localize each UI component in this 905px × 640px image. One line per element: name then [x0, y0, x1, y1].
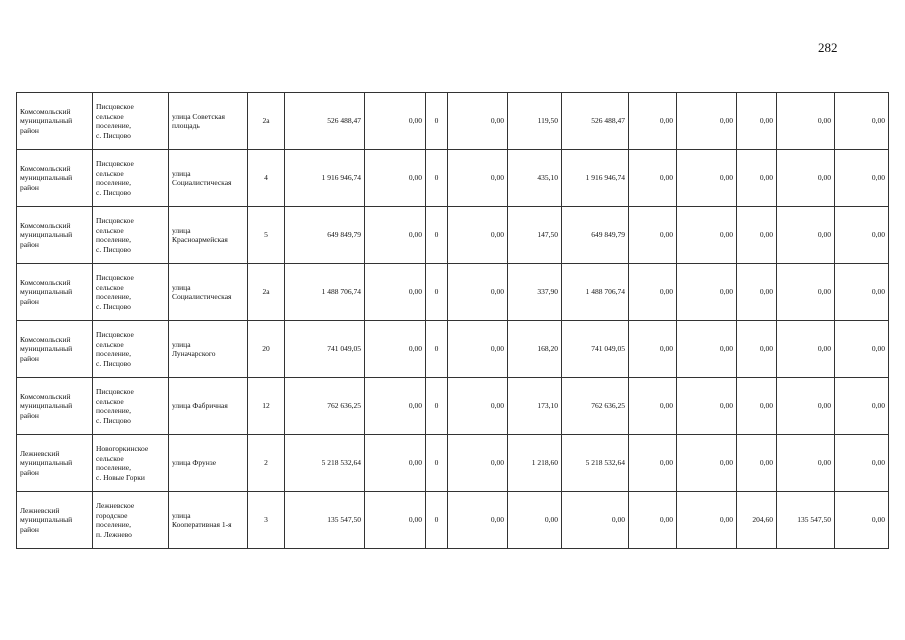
settlement-line: Писцовское: [96, 216, 134, 225]
value-cell: 0,00: [629, 378, 677, 435]
value-cell: 0,00: [365, 321, 426, 378]
district-line: Комсомольский: [20, 220, 71, 230]
district-line: район: [20, 353, 39, 363]
settlement-line: Писцовское: [96, 273, 134, 282]
settlement-line: Новогоркинское: [96, 444, 149, 453]
value-cell: 0,00: [737, 378, 777, 435]
district-line: Комсомольский: [20, 334, 71, 344]
value-cell: 0,00: [737, 150, 777, 207]
table-row: [17, 378, 889, 435]
house-number-cell: 5: [248, 207, 285, 264]
settlement-line: с. Писцово: [96, 301, 131, 311]
value-cell: 0,00: [448, 150, 508, 207]
settlement-line: поселение,: [96, 292, 132, 301]
street-cell: [169, 264, 248, 321]
street-cell: [169, 93, 248, 150]
settlement-cell: [93, 492, 169, 549]
total-cost-cell: 1 488 706,74: [285, 264, 365, 321]
page-number: 282: [818, 40, 838, 55]
settlement-line: поселение,: [96, 406, 132, 415]
settlement-line: Писцовское: [96, 387, 134, 396]
area-cell: 0,00: [508, 492, 562, 549]
value-cell: 0,00: [835, 435, 889, 492]
value-cell: 0,00: [365, 207, 426, 264]
house-number-cell: 12: [248, 378, 285, 435]
settlement-line: Лежневское: [96, 501, 135, 510]
amount-cell: 1 488 706,74: [562, 264, 629, 321]
area-cell: 168,20: [508, 321, 562, 378]
value-cell: 0,00: [629, 435, 677, 492]
house-number-cell: 2а: [248, 264, 285, 321]
settlement-line: Писцовское: [96, 330, 134, 339]
value-cell: 0,00: [835, 492, 889, 549]
street-cell: [169, 378, 248, 435]
district-line: муниципальный: [20, 401, 73, 411]
value-cell: 0,00: [677, 207, 737, 264]
value-cell: 0,00: [629, 264, 677, 321]
settlement-line: с. Писцово: [96, 244, 131, 254]
amount-cell: 1 916 946,74: [562, 150, 629, 207]
street-line: площадь: [172, 121, 200, 130]
district-line: муниципальный: [20, 515, 73, 525]
table-row: [17, 93, 889, 150]
value-cell: 204,60: [737, 492, 777, 549]
value-cell: 135 547,50: [777, 492, 835, 549]
value-cell: 0,00: [448, 93, 508, 150]
settlement-line: с. Писцово: [96, 358, 131, 368]
value-cell: 0,00: [737, 207, 777, 264]
street-line: улица: [172, 168, 191, 178]
street-cell: [169, 435, 248, 492]
settlement-line: с. Писцово: [96, 130, 131, 140]
house-number-cell: 4: [248, 150, 285, 207]
total-cost-cell: 526 488,47: [285, 93, 365, 150]
settlement-line: Писцовское: [96, 102, 134, 111]
street-line: улица Фрунзе: [172, 458, 217, 468]
value-cell: 0,00: [677, 378, 737, 435]
value-cell: 0,00: [365, 93, 426, 150]
street-line: Луначарского: [172, 349, 216, 358]
street-line: Социалистическая: [172, 292, 232, 301]
area-cell: 337,90: [508, 264, 562, 321]
street-cell: [169, 321, 248, 378]
settlement-line: поселение,: [96, 178, 132, 187]
count-cell: 0: [426, 321, 448, 378]
settlement-line: городское: [96, 510, 128, 520]
district-cell: [17, 321, 93, 378]
value-cell: 0,00: [835, 93, 889, 150]
value-cell: 0,00: [448, 435, 508, 492]
district-line: Комсомольский: [20, 106, 71, 116]
settlement-line: сельское: [96, 339, 124, 349]
street-line: улица: [172, 510, 191, 520]
settlement-cell: [93, 207, 169, 264]
value-cell: 0,00: [677, 321, 737, 378]
district-line: Лежневский: [20, 505, 60, 515]
value-cell: 0,00: [677, 435, 737, 492]
table-row: [17, 435, 889, 492]
count-cell: 0: [426, 207, 448, 264]
amount-cell: 0,00: [562, 492, 629, 549]
street-line: улица: [172, 225, 191, 235]
value-cell: 0,00: [835, 321, 889, 378]
street-line: улица Советская: [172, 111, 225, 121]
value-cell: 0,00: [629, 150, 677, 207]
district-line: муниципальный: [20, 173, 73, 183]
area-cell: 147,50: [508, 207, 562, 264]
district-line: район: [20, 239, 39, 249]
settlement-line: сельское: [96, 168, 124, 178]
district-line: муниципальный: [20, 458, 73, 468]
settlement-cell: [93, 435, 169, 492]
value-cell: 0,00: [777, 93, 835, 150]
settlement-cell: [93, 264, 169, 321]
total-cost-cell: 135 547,50: [285, 492, 365, 549]
area-cell: 435,10: [508, 150, 562, 207]
value-cell: 0,00: [448, 321, 508, 378]
settlement-line: Писцовское: [96, 159, 134, 168]
street-cell: [169, 207, 248, 264]
settlement-line: сельское: [96, 396, 124, 406]
value-cell: 0,00: [777, 150, 835, 207]
value-cell: 0,00: [677, 264, 737, 321]
street-line: Социалистическая: [172, 178, 232, 187]
area-cell: 173,10: [508, 378, 562, 435]
housing-register-table: [16, 92, 889, 549]
street-cell: [169, 492, 248, 549]
value-cell: 0,00: [365, 492, 426, 549]
district-cell: [17, 378, 93, 435]
district-cell: [17, 93, 93, 150]
area-cell: 119,50: [508, 93, 562, 150]
table-row: [17, 207, 889, 264]
settlement-line: поселение,: [96, 235, 132, 244]
settlement-line: сельское: [96, 225, 124, 235]
value-cell: 0,00: [365, 435, 426, 492]
value-cell: 0,00: [777, 207, 835, 264]
district-line: муниципальный: [20, 230, 73, 240]
district-line: район: [20, 125, 39, 135]
total-cost-cell: 762 636,25: [285, 378, 365, 435]
value-cell: 0,00: [835, 264, 889, 321]
settlement-cell: [93, 150, 169, 207]
settlement-line: п. Лежнево: [96, 529, 132, 539]
value-cell: 0,00: [629, 93, 677, 150]
district-cell: [17, 150, 93, 207]
district-line: муниципальный: [20, 116, 73, 126]
settlement-cell: [93, 321, 169, 378]
settlement-line: сельское: [96, 453, 124, 463]
value-cell: 0,00: [448, 207, 508, 264]
table-row: [17, 321, 889, 378]
district-cell: [17, 435, 93, 492]
district-line: район: [20, 296, 39, 306]
district-cell: [17, 207, 93, 264]
count-cell: 0: [426, 264, 448, 321]
settlement-cell: [93, 93, 169, 150]
district-cell: [17, 264, 93, 321]
amount-cell: 5 218 532,64: [562, 435, 629, 492]
value-cell: 0,00: [448, 264, 508, 321]
street-line: улица: [172, 282, 191, 292]
value-cell: 0,00: [737, 435, 777, 492]
value-cell: 0,00: [777, 321, 835, 378]
settlement-cell: [93, 378, 169, 435]
value-cell: 0,00: [777, 378, 835, 435]
amount-cell: 649 849,79: [562, 207, 629, 264]
total-cost-cell: 1 916 946,74: [285, 150, 365, 207]
street-cell: [169, 150, 248, 207]
total-cost-cell: 5 218 532,64: [285, 435, 365, 492]
count-cell: 0: [426, 435, 448, 492]
street-line: улица: [172, 339, 191, 349]
house-number-cell: 3: [248, 492, 285, 549]
table-row: [17, 492, 889, 549]
district-line: район: [20, 182, 39, 192]
district-line: район: [20, 410, 39, 420]
area-cell: 1 218,60: [508, 435, 562, 492]
settlement-line: поселение,: [96, 349, 132, 358]
table-row: [17, 264, 889, 321]
amount-cell: 762 636,25: [562, 378, 629, 435]
value-cell: 0,00: [737, 264, 777, 321]
total-cost-cell: 649 849,79: [285, 207, 365, 264]
settlement-line: с. Писцово: [96, 415, 131, 425]
house-number-cell: 2а: [248, 93, 285, 150]
count-cell: 0: [426, 93, 448, 150]
street-line: Кооперативная 1-я: [172, 520, 232, 529]
value-cell: 0,00: [629, 207, 677, 264]
value-cell: 0,00: [677, 93, 737, 150]
value-cell: 0,00: [629, 321, 677, 378]
settlement-line: поселение,: [96, 121, 132, 130]
street-line: Красноармейская: [172, 235, 228, 244]
settlement-line: сельское: [96, 282, 124, 292]
amount-cell: 526 488,47: [562, 93, 629, 150]
settlement-line: поселение,: [96, 520, 132, 529]
value-cell: 0,00: [835, 378, 889, 435]
settlement-line: сельское: [96, 111, 124, 121]
value-cell: 0,00: [365, 264, 426, 321]
value-cell: 0,00: [777, 264, 835, 321]
value-cell: 0,00: [677, 150, 737, 207]
value-cell: 0,00: [737, 321, 777, 378]
settlement-line: поселение,: [96, 463, 132, 472]
district-line: район: [20, 467, 39, 477]
street-line: улица Фабричная: [172, 401, 228, 411]
district-line: Комсомольский: [20, 391, 71, 401]
value-cell: 0,00: [365, 378, 426, 435]
value-cell: 0,00: [365, 150, 426, 207]
total-cost-cell: 741 049,05: [285, 321, 365, 378]
amount-cell: 741 049,05: [562, 321, 629, 378]
value-cell: 0,00: [777, 435, 835, 492]
district-cell: [17, 492, 93, 549]
district-line: Комсомольский: [20, 277, 71, 287]
settlement-line: с. Новые Горки: [96, 472, 145, 482]
value-cell: 0,00: [448, 378, 508, 435]
value-cell: 0,00: [835, 207, 889, 264]
value-cell: 0,00: [677, 492, 737, 549]
value-cell: 0,00: [835, 150, 889, 207]
count-cell: 0: [426, 378, 448, 435]
district-line: Лежневский: [20, 448, 60, 458]
value-cell: 0,00: [448, 492, 508, 549]
settlement-line: с. Писцово: [96, 187, 131, 197]
district-line: Комсомольский: [20, 163, 71, 173]
table-row: [17, 150, 889, 207]
district-line: муниципальный: [20, 344, 73, 354]
house-number-cell: 2: [248, 435, 285, 492]
count-cell: 0: [426, 150, 448, 207]
district-line: муниципальный: [20, 287, 73, 297]
district-line: район: [20, 524, 39, 534]
count-cell: 0: [426, 492, 448, 549]
value-cell: 0,00: [737, 93, 777, 150]
house-number-cell: 20: [248, 321, 285, 378]
value-cell: 0,00: [629, 492, 677, 549]
